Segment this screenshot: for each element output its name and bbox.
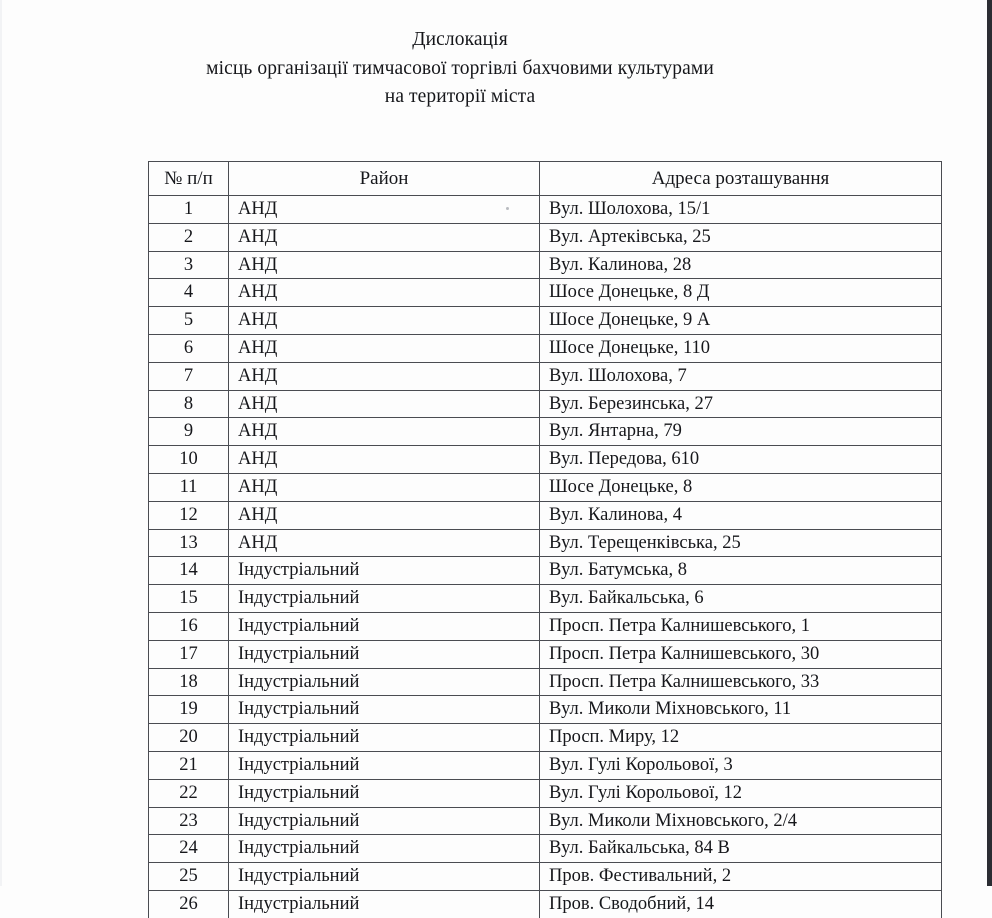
- table-row: [149, 390, 942, 418]
- page-right-edge: [987, 0, 992, 886]
- cell-address: Шосе Донецьке, 9 А: [540, 307, 942, 335]
- cell-number: 19: [149, 696, 229, 724]
- cell-district: Індустріальний: [229, 863, 540, 891]
- title-line-3: на території міста: [384, 86, 536, 107]
- cell-address: Вул. Миколи Міхновського, 11: [540, 696, 942, 724]
- cell-address: Вул. Калинова, 4: [540, 501, 942, 529]
- cell-address: Вул. Передова, 610: [540, 446, 942, 474]
- title-line-2: місць організації тимчасової торгівлі бахчовими культурами: [206, 57, 714, 79]
- cell-district: Індустріальний: [229, 724, 540, 752]
- cell-number: 24: [149, 835, 229, 863]
- cell-number: 8: [149, 390, 229, 418]
- cell-district: Індустріальний: [229, 751, 540, 779]
- table-row: [149, 279, 942, 307]
- cell-district: Індустріальний: [229, 696, 540, 724]
- table-row: [149, 362, 942, 390]
- cell-address: Просп. Петра Калнишевського, 33: [540, 668, 942, 696]
- table-row: [149, 473, 942, 501]
- cell-number: 9: [149, 418, 229, 446]
- cell-address: Вул. Батумська, 8: [540, 557, 942, 585]
- cell-address: Вул. Калинова, 28: [540, 251, 942, 279]
- table-row: [149, 334, 942, 362]
- table-row: [149, 668, 942, 696]
- cell-address: Вул. Березинська, 27: [540, 390, 942, 418]
- cell-address: Шосе Донецьке, 8: [540, 473, 942, 501]
- cell-district: АНД: [229, 418, 540, 446]
- table-header: [149, 162, 942, 196]
- cell-number: 11: [149, 473, 229, 501]
- cell-district: Індустріальний: [229, 612, 540, 640]
- cell-address: Вул. Гулі Корольової, 12: [540, 779, 942, 807]
- cell-address: Просп. Миру, 12: [540, 724, 942, 752]
- cell-address: Вул. Артеківська, 25: [540, 223, 942, 251]
- table-row: [149, 835, 942, 863]
- cell-number: 1: [149, 196, 229, 224]
- table-row: [149, 779, 942, 807]
- table-row: [149, 807, 942, 835]
- cell-address: Вул. Миколи Міхновського, 2/4: [540, 807, 942, 835]
- table-row: [149, 696, 942, 724]
- cell-address: Вул. Байкальська, 84 В: [540, 835, 942, 863]
- cell-district: АНД: [229, 279, 540, 307]
- cell-district: АНД: [229, 529, 540, 557]
- cell-address: Вул. Шолохова, 7: [540, 362, 942, 390]
- table-row: [149, 557, 942, 585]
- cell-district: Індустріальний: [229, 890, 540, 917]
- cell-number: 10: [149, 446, 229, 474]
- dislocation-table: [148, 161, 942, 918]
- cell-number: 4: [149, 279, 229, 307]
- table-row: [149, 585, 942, 613]
- cell-number: 17: [149, 640, 229, 668]
- cell-number: 18: [149, 668, 229, 696]
- cell-address: Вул. Байкальська, 6: [540, 585, 942, 613]
- cell-number: 22: [149, 779, 229, 807]
- cell-number: 21: [149, 751, 229, 779]
- cell-number: 6: [149, 334, 229, 362]
- cell-district: Індустріальний: [229, 585, 540, 613]
- cell-number: 25: [149, 863, 229, 891]
- cell-district: Індустріальний: [229, 557, 540, 585]
- cell-number: 20: [149, 724, 229, 752]
- cell-number: 3: [149, 251, 229, 279]
- table-row: [149, 446, 942, 474]
- cell-address: Шосе Донецьке, 8 Д: [540, 279, 942, 307]
- cell-district: Індустріальний: [229, 807, 540, 835]
- table-row: [149, 418, 942, 446]
- table-row: [149, 529, 942, 557]
- cell-address: Шосе Донецьке, 110: [540, 334, 942, 362]
- cell-address: Вул. Янтарна, 79: [540, 418, 942, 446]
- cell-number: 2: [149, 223, 229, 251]
- cell-address: Просп. Петра Калнишевського, 30: [540, 640, 942, 668]
- table-row: [149, 251, 942, 279]
- cell-district: Індустріальний: [229, 640, 540, 668]
- column-header-number: № п/п: [149, 162, 229, 196]
- cell-number: 15: [149, 585, 229, 613]
- column-header-address: Адреса розташування: [540, 162, 942, 196]
- cell-district: АНД: [229, 446, 540, 474]
- cell-district: АНД: [229, 362, 540, 390]
- cell-district: АНД: [229, 307, 540, 335]
- cell-district: АНД: [229, 334, 540, 362]
- table-row: [149, 890, 942, 917]
- cell-address: Вул. Терещенківська, 25: [540, 529, 942, 557]
- title-line-1: Дислокація: [412, 29, 508, 50]
- cell-number: 16: [149, 612, 229, 640]
- table-row: [149, 751, 942, 779]
- table-row: [149, 307, 942, 335]
- table-row: [149, 223, 942, 251]
- cell-number: 14: [149, 557, 229, 585]
- cell-district: АНД: [229, 251, 540, 279]
- column-header-district: Район: [229, 162, 540, 196]
- table-body: [149, 196, 942, 918]
- cell-district: Індустріальний: [229, 779, 540, 807]
- table-row: [149, 612, 942, 640]
- cell-number: 12: [149, 501, 229, 529]
- cell-district: АНД: [229, 501, 540, 529]
- document-title-block: [0, 26, 920, 112]
- cell-number: 23: [149, 807, 229, 835]
- cell-district: Індустріальний: [229, 835, 540, 863]
- page-left-edge: [0, 0, 2, 886]
- cell-number: 26: [149, 890, 229, 917]
- cell-number: 7: [149, 362, 229, 390]
- table-row: [149, 863, 942, 891]
- table-header-row: [149, 162, 942, 196]
- table-row: [149, 724, 942, 752]
- table-row: [149, 640, 942, 668]
- cell-address: Вул. Шолохова, 15/1: [540, 196, 942, 224]
- cell-address: Просп. Петра Калнишевського, 1: [540, 612, 942, 640]
- cell-district: АНД: [229, 390, 540, 418]
- cell-address: Вул. Гулі Корольової, 3: [540, 751, 942, 779]
- cell-number: 5: [149, 307, 229, 335]
- cell-district: АНД: [229, 196, 540, 224]
- table-row: [149, 196, 942, 224]
- scan-speck: [506, 207, 509, 210]
- cell-district: Індустріальний: [229, 668, 540, 696]
- cell-district: АНД: [229, 473, 540, 501]
- cell-number: 13: [149, 529, 229, 557]
- cell-address: Пров. Фестивальний, 2: [540, 863, 942, 891]
- cell-district: АНД: [229, 223, 540, 251]
- table-row: [149, 501, 942, 529]
- cell-address: Пров. Сводобний, 14: [540, 890, 942, 917]
